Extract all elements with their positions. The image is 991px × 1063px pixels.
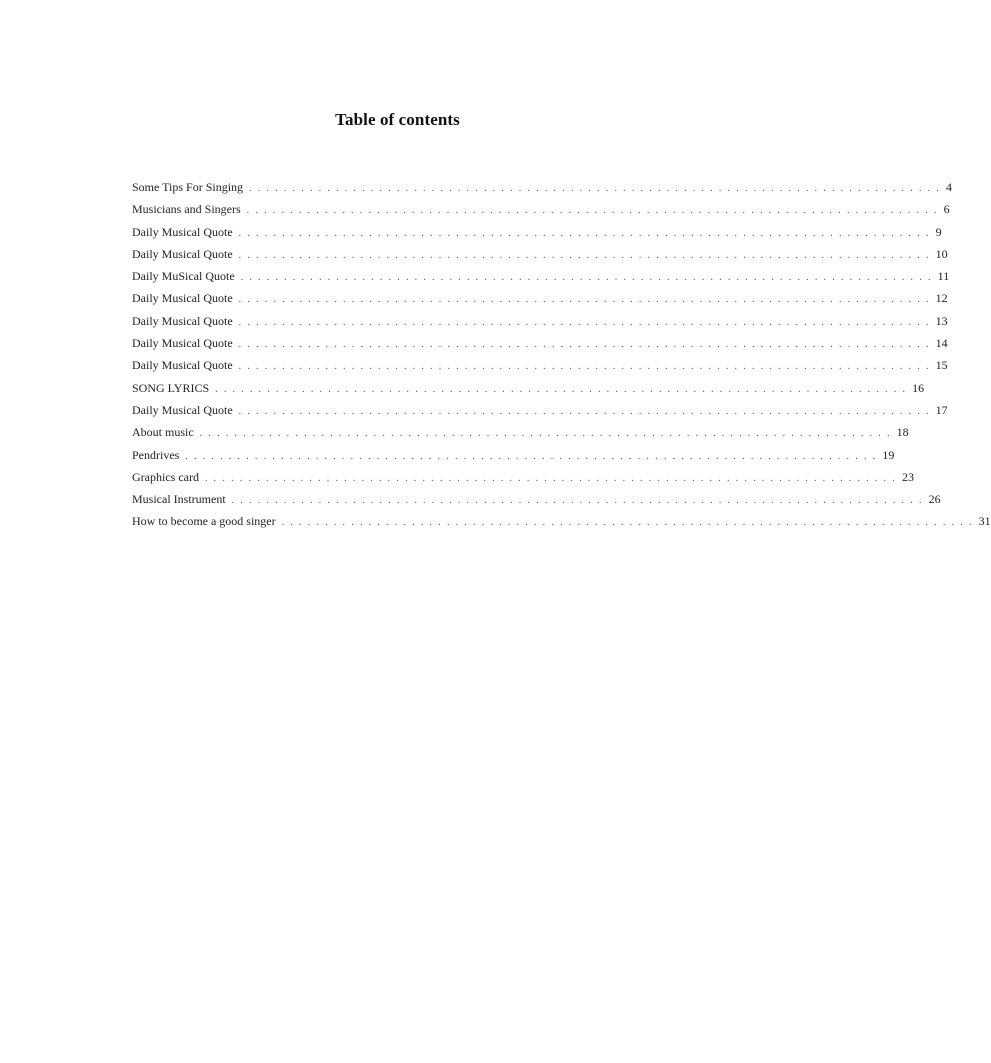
toc-entry-label: Musicians and Singers [132,202,241,217]
toc-entry-label: SONG LYRICS [132,380,210,395]
toc-entry-page-number: 14 [935,336,948,351]
toc-entry-page-number: 6 [943,202,950,217]
toc-dot-leader: ................................................................................ [246,205,943,217]
toc-entry[interactable] [132,488,941,510]
toc-entry-page-number: 10 [935,246,948,261]
toc-entry-page-number: 9 [935,224,942,239]
toc-entry-label: About music [132,425,194,440]
toc-dot-leader: ................................................................................ [281,517,978,529]
toc-entry-label: Daily MuSical Quote [132,269,235,284]
toc-dot-leader: ................................................................................ [238,405,935,417]
toc-entry-label: Daily Musical Quote [132,336,233,351]
toc-entry-label: Daily Musical Quote [132,402,233,417]
toc-dot-leader: ................................................................................ [199,428,896,440]
toc-entry-label: How to become a good singer [132,514,276,529]
toc-entry-page-number: 4 [946,180,953,194]
toc-entry-page-number: 23 [901,469,914,484]
toc-entry-page-number: 18 [896,425,909,440]
toc-entry[interactable] [132,332,948,354]
toc-entry-label: Graphics card [132,469,199,484]
toc-dot-leader: ................................................................................ [204,472,901,484]
toc-entry-page-number: 19 [882,447,895,462]
toc-entry-label: Daily Musical Quote [132,291,233,306]
toc-dot-leader: ................................................................................ [238,316,935,328]
toc-entry-label: Pendrives [132,447,180,462]
toc-entry-label: Some Tips For Singing [132,180,244,194]
toc-entry-page-number: 12 [935,291,948,306]
toc-entry[interactable] [132,354,948,376]
toc-dot-leader: ................................................................................ [215,383,912,395]
toc-entry-page-number: 16 [912,380,925,395]
toc-dot-leader: ................................................................................ [238,361,935,373]
toc-dot-leader: ................................................................................ [231,495,928,507]
toc-entry[interactable] [132,466,914,488]
toc-entry-page-number: 17 [935,402,948,417]
toc-entry-page-number: 26 [928,492,941,507]
toc-entry[interactable] [132,265,950,287]
toc-dot-leader: ................................................................................ [238,227,935,239]
toc-entry[interactable] [132,176,953,198]
toc-dot-leader: ................................................................................ [238,249,935,261]
toc-entry-label: Musical Instrument [132,492,226,507]
toc-entry[interactable] [132,399,948,421]
toc-entry-label: Daily Musical Quote [132,246,233,261]
table-of-contents [132,176,991,533]
toc-entry[interactable] [132,198,950,220]
toc-entry-label: Daily Musical Quote [132,358,233,373]
toc-entry[interactable] [132,243,948,265]
toc-dot-leader: ................................................................................ [238,339,935,351]
toc-entry[interactable] [132,287,948,309]
toc-dot-leader: ................................................................................ [240,272,937,284]
toc-entry-label: Daily Musical Quote [132,224,233,239]
toc-entry[interactable] [132,221,942,243]
toc-entry[interactable] [132,310,948,332]
toc-title: Table of contents [335,110,460,130]
toc-entry-page-number: 11 [937,269,950,284]
toc-dot-leader: ................................................................................ [238,294,935,306]
toc-dot-leader: ................................................................................ [185,450,882,462]
toc-dot-leader: ................................................................................ [249,183,946,194]
toc-entry[interactable] [132,421,909,443]
toc-entry[interactable] [132,377,925,399]
toc-entry-label: Daily Musical Quote [132,313,233,328]
toc-entry[interactable] [132,444,895,466]
toc-entry[interactable] [132,510,991,532]
toc-entry-page-number: 31 [978,514,991,529]
toc-entry-page-number: 13 [935,313,948,328]
toc-entry-page-number: 15 [935,358,948,373]
